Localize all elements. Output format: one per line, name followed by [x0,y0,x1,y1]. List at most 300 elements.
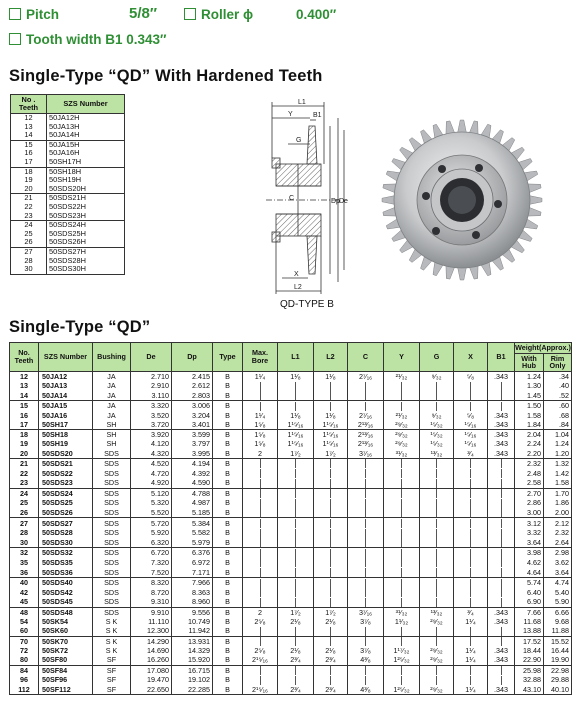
bore-cell: 1⁵⁄₈ [243,420,278,430]
x-cell [454,468,488,478]
continuation-line [260,489,261,498]
continuation-line [501,499,502,508]
continuation-line [436,519,437,528]
table-row [10,558,572,568]
continuation-line [330,637,331,646]
with-hub-cell: 3.00 [515,508,544,518]
l1-cell: 2¹⁄₈ [278,646,314,655]
type-cell: B [213,548,243,558]
type-cell: B [213,626,243,636]
l1-cell [278,488,314,498]
l1-cell [278,458,314,468]
g-cell: ⁹⁄₃₂ [420,371,454,381]
x-cell: 1¹⁄₄ [454,685,488,695]
x-cell: ⁵⁄₈ [454,371,488,381]
g-cell: ¹⁵⁄₃₂ [420,439,454,448]
teeth-cell: 42 [10,588,39,598]
continuation-line [436,676,437,685]
continuation-line [501,529,502,538]
bushing-cell: SDS [93,567,131,577]
l2-cell: 1¹⁵⁄₁₆ [314,420,348,430]
bushing-cell: SF [93,675,131,685]
table-row [10,371,572,381]
continuation-line [365,676,366,685]
bushing-cell: SDS [93,478,131,488]
table-row [10,588,572,598]
number-cell: 50JA12 [39,371,93,381]
continuation-line [501,676,502,685]
x-cell: 1¹⁄₄ [454,655,488,665]
table-row [10,636,572,646]
number-cell: 50SH17H [47,158,125,167]
teeth-cell: 32 [10,548,39,558]
bushing-cell: JA [93,371,131,381]
y-cell [384,488,420,498]
continuation-line [295,549,296,558]
g-cell [420,508,454,518]
dim-label-de: De [339,198,348,205]
rim-only-cell: 2.12 [544,518,572,528]
continuation-line [295,558,296,567]
table-row [10,381,572,391]
continuation-line [401,459,402,468]
dp-cell: 4.194 [172,458,213,468]
dp-cell: 5.384 [172,518,213,528]
teeth-cell: 36 [10,567,39,577]
teeth-cell: 17 [11,158,47,167]
l2-cell [314,626,348,636]
pitch-label: Pitch [26,7,60,22]
x-cell [454,528,488,538]
teeth-cell: 18 [11,167,47,176]
c-cell: 2⁷⁄₁₆ [348,411,384,420]
continuation-line [401,499,402,508]
number-cell: 50SDS25 [39,498,93,508]
y-cell [384,567,420,577]
l1-cell [278,518,314,528]
x-cell [454,391,488,401]
b1-cell [488,548,515,558]
y-cell [384,508,420,518]
teeth-cell: 25 [11,230,47,239]
l2-cell [314,458,348,468]
bushing-cell: SDS [93,588,131,598]
b1-cell: .343 [488,607,515,617]
table-row [10,577,572,587]
teeth-cell: 27 [11,247,47,256]
g-cell: ¹³⁄₃₂ [420,449,454,459]
continuation-line [401,382,402,391]
c-cell [348,538,384,548]
teeth-cell: 20 [10,449,39,459]
with-hub-cell: 2.86 [515,498,544,508]
type-cell: B [213,577,243,587]
g-cell [420,567,454,577]
bore-cell [243,538,278,548]
c-cell [348,508,384,518]
g-cell: ²⁹⁄₃₂ [420,655,454,665]
dp-cell: 2.803 [172,391,213,401]
continuation-line [436,459,437,468]
continuation-line [401,558,402,567]
l2-cell [314,597,348,607]
tooth-width-spec [9,32,167,47]
continuation-line [260,637,261,646]
continuation-line [330,598,331,607]
tooth-width-value: 0.343″ [126,32,167,47]
b1-cell: .343 [488,420,515,430]
l2-cell [314,588,348,598]
b1-cell [488,381,515,391]
rim-only-cell: 2.32 [544,528,572,538]
bushing-cell: JA [93,381,131,391]
number-cell: 50SDS23 [39,478,93,488]
g-cell: ²⁹⁄₃₂ [420,685,454,695]
continuation-line [260,519,261,528]
checkbox-icon [9,8,21,20]
y-cell [384,626,420,636]
l2-cell [314,558,348,568]
b1-cell: .343 [488,685,515,695]
teeth-cell: 25 [10,498,39,508]
c-cell: 3⁷⁄₁₆ [348,607,384,617]
continuation-line [365,499,366,508]
bore-cell: 2⁵⁄₈ [243,617,278,626]
de-cell: 4.320 [131,449,172,459]
rim-only-cell: 2.00 [544,508,572,518]
l1-cell [278,508,314,518]
continuation-line [295,529,296,538]
rim-only-cell: 5.90 [544,597,572,607]
continuation-line [260,558,261,567]
col-header-l1: L1 [278,343,314,372]
dim-label-x: X [294,271,299,278]
with-hub-cell: 11.68 [515,617,544,626]
continuation-line [260,538,261,547]
type-cell: B [213,597,243,607]
teeth-cell: 96 [10,675,39,685]
de-cell: 7.520 [131,567,172,577]
table-row [11,131,125,140]
continuation-line [501,579,502,588]
with-hub-cell: 6.40 [515,588,544,598]
bore-cell: 2¹⁵⁄₁₆ [243,685,278,695]
number-cell: 50SF96 [39,675,93,685]
continuation-line [401,529,402,538]
teeth-cell: 54 [10,617,39,626]
bushing-cell: SF [93,655,131,665]
number-cell: 50SH18 [39,430,93,440]
bushing-cell: SDS [93,468,131,478]
x-cell [454,478,488,488]
continuation-line [330,382,331,391]
y-cell: ²⁹⁄₃₂ [384,420,420,430]
col-header-x: X [454,343,488,372]
number-cell: 50SDS21 [39,458,93,468]
with-hub-cell: 1.58 [515,411,544,420]
x-cell [454,626,488,636]
de-cell: 14.290 [131,636,172,646]
x-cell: ¹⁵⁄₁₆ [454,420,488,430]
teeth-cell: 16 [11,149,47,158]
x-cell [454,548,488,558]
b1-cell [488,488,515,498]
x-cell [454,558,488,568]
continuation-line [501,538,502,547]
type-cell: B [213,567,243,577]
g-cell [420,381,454,391]
continuation-line [260,459,261,468]
y-cell [384,401,420,411]
teeth-cell: 15 [11,140,47,149]
number-cell: 50SDS32 [39,548,93,558]
rim-only-cell: .60 [544,401,572,411]
continuation-line [501,519,502,528]
g-cell: ¹⁵⁄₃₂ [420,430,454,440]
continuation-line [436,469,437,478]
continuation-line [401,489,402,498]
c-cell [348,626,384,636]
bushing-cell: SH [93,430,131,440]
continuation-line [501,402,502,411]
bushing-cell: JA [93,411,131,420]
rim-only-cell: 9.68 [544,617,572,626]
c-cell [348,528,384,538]
continuation-line [365,508,366,517]
number-cell: 50SF80 [39,655,93,665]
bore-cell [243,508,278,518]
dp-cell: 22.285 [172,685,213,695]
number-cell: 50JA14H [47,131,125,140]
with-hub-cell: 2.48 [515,468,544,478]
continuation-line [470,402,471,411]
x-cell: 1¹⁄₄ [454,646,488,655]
teeth-cell: 19 [10,439,39,448]
c-cell: 2⁷⁄₁₆ [348,371,384,381]
g-cell [420,498,454,508]
continuation-line [365,402,366,411]
checkbox-icon [184,8,196,20]
x-cell [454,498,488,508]
continuation-line [260,568,261,577]
type-cell: B [213,449,243,459]
dp-cell: 10.749 [172,617,213,626]
continuation-line [470,499,471,508]
x-cell: ⁵⁄₈ [454,411,488,420]
teeth-cell: 40 [10,577,39,587]
number-cell: 50JA16H [47,149,125,158]
number-cell: 50SDS21H [47,194,125,203]
type-cell: B [213,675,243,685]
continuation-line [501,469,502,478]
rim-only-cell: 1.70 [544,488,572,498]
table-row [10,439,572,448]
bore-cell: 1¹⁄₄ [243,411,278,420]
continuation-line [365,598,366,607]
dp-cell: 4.987 [172,498,213,508]
l2-cell: 1⁷⁄₂ [314,449,348,459]
g-cell [420,391,454,401]
continuation-line [436,479,437,488]
pitch-spec [9,7,59,22]
section-title-qd: Single-Type “QD” [9,318,151,336]
continuation-line [401,508,402,517]
continuation-line [365,489,366,498]
continuation-line [501,588,502,597]
bore-cell [243,401,278,411]
g-cell [420,548,454,558]
teeth-cell: 28 [10,528,39,538]
number-cell: 50SDS30 [39,538,93,548]
continuation-line [470,469,471,478]
l1-cell [278,548,314,558]
continuation-line [330,391,331,400]
continuation-line [365,568,366,577]
continuation-line [470,529,471,538]
l2-cell: 1¹⁄₈ [314,371,348,381]
x-cell: ³⁄₄ [454,607,488,617]
rim-only-cell: 1.04 [544,430,572,440]
continuation-line [401,676,402,685]
tooth-width-label: Tooth width B1 [26,32,123,47]
continuation-line [330,558,331,567]
number-cell: 50SDS23H [47,212,125,221]
continuation-line [436,391,437,400]
c-cell [348,636,384,646]
y-cell [384,597,420,607]
sprocket-photo [382,120,542,280]
x-cell [454,458,488,468]
l2-cell: 2¹⁄₈ [314,617,348,626]
teeth-cell: 72 [10,646,39,655]
l2-cell [314,508,348,518]
b1-cell [488,468,515,478]
qd-specs-table [9,342,572,695]
de-cell: 5.520 [131,508,172,518]
l1-cell [278,626,314,636]
continuation-line [365,579,366,588]
continuation-line [501,558,502,567]
teeth-cell: 60 [10,626,39,636]
g-cell [420,458,454,468]
teeth-cell: 35 [10,558,39,568]
col-header-b1: B1 [488,343,515,372]
type-cell: B [213,420,243,430]
col-header-number: SZS Number [39,343,93,372]
number-cell: 50SDS48 [39,607,93,617]
type-cell: B [213,439,243,448]
l1-cell [278,498,314,508]
table-row [10,646,572,655]
teeth-cell: 23 [10,478,39,488]
dp-cell: 2.415 [172,371,213,381]
x-cell [454,381,488,391]
teeth-cell: 16 [10,411,39,420]
rim-only-cell: 6.66 [544,607,572,617]
type-cell: B [213,646,243,655]
continuation-line [260,598,261,607]
l2-cell [314,548,348,558]
l2-cell [314,381,348,391]
teeth-cell: 45 [10,597,39,607]
continuation-line [470,391,471,400]
type-cell: B [213,538,243,548]
type-cell: B [213,430,243,440]
l1-cell [278,381,314,391]
bushing-cell: SDS [93,508,131,518]
teeth-cell: 23 [11,212,47,221]
continuation-line [501,637,502,646]
teeth-cell: 30 [11,265,47,274]
continuation-line [401,666,402,675]
number-cell: 50JA13 [39,381,93,391]
de-cell: 4.720 [131,468,172,478]
c-cell: 2¹³⁄₁₆ [348,420,384,430]
type-cell: B [213,655,243,665]
with-hub-cell: 2.20 [515,449,544,459]
dp-cell: 3.006 [172,401,213,411]
type-cell: B [213,468,243,478]
b1-cell [488,538,515,548]
continuation-line [295,402,296,411]
de-cell: 6.320 [131,538,172,548]
l2-cell: 1¹⁵⁄₁₆ [314,439,348,448]
x-cell: ¹⁵⁄₁₆ [454,430,488,440]
bore-cell: 1⁵⁄₈ [243,430,278,440]
number-cell: 50SDS20H [47,185,125,194]
continuation-line [470,508,471,517]
l1-cell [278,567,314,577]
teeth-cell: 28 [11,257,47,266]
table-row [10,675,572,685]
table-row [10,548,572,558]
number-cell: 50SDS35 [39,558,93,568]
teeth-cell: 112 [10,685,39,695]
teeth-cell: 15 [10,401,39,411]
y-cell [384,478,420,488]
l1-cell [278,597,314,607]
table-row [10,538,572,548]
table-row [10,508,572,518]
bore-cell [243,488,278,498]
teeth-cell: 12 [11,114,47,123]
bore-cell [243,675,278,685]
bushing-cell: SH [93,420,131,430]
bore-cell: 2⁵⁄₈ [243,646,278,655]
type-cell: B [213,411,243,420]
de-cell: 3.110 [131,391,172,401]
de-cell: 3.320 [131,401,172,411]
c-cell [348,597,384,607]
c-cell [348,478,384,488]
b1-cell [488,665,515,675]
l1-cell [278,665,314,675]
bushing-cell: S K [93,646,131,655]
with-hub-cell: 2.04 [515,430,544,440]
dp-cell: 8.960 [172,597,213,607]
g-cell [420,675,454,685]
continuation-line [470,579,471,588]
continuation-line [501,549,502,558]
rim-only-cell: 15.52 [544,636,572,646]
dp-cell: 4.590 [172,478,213,488]
continuation-line [436,529,437,538]
de-cell: 4.520 [131,458,172,468]
continuation-line [501,508,502,517]
teeth-cell: 80 [10,655,39,665]
bore-cell [243,391,278,401]
type-cell: B [213,518,243,528]
